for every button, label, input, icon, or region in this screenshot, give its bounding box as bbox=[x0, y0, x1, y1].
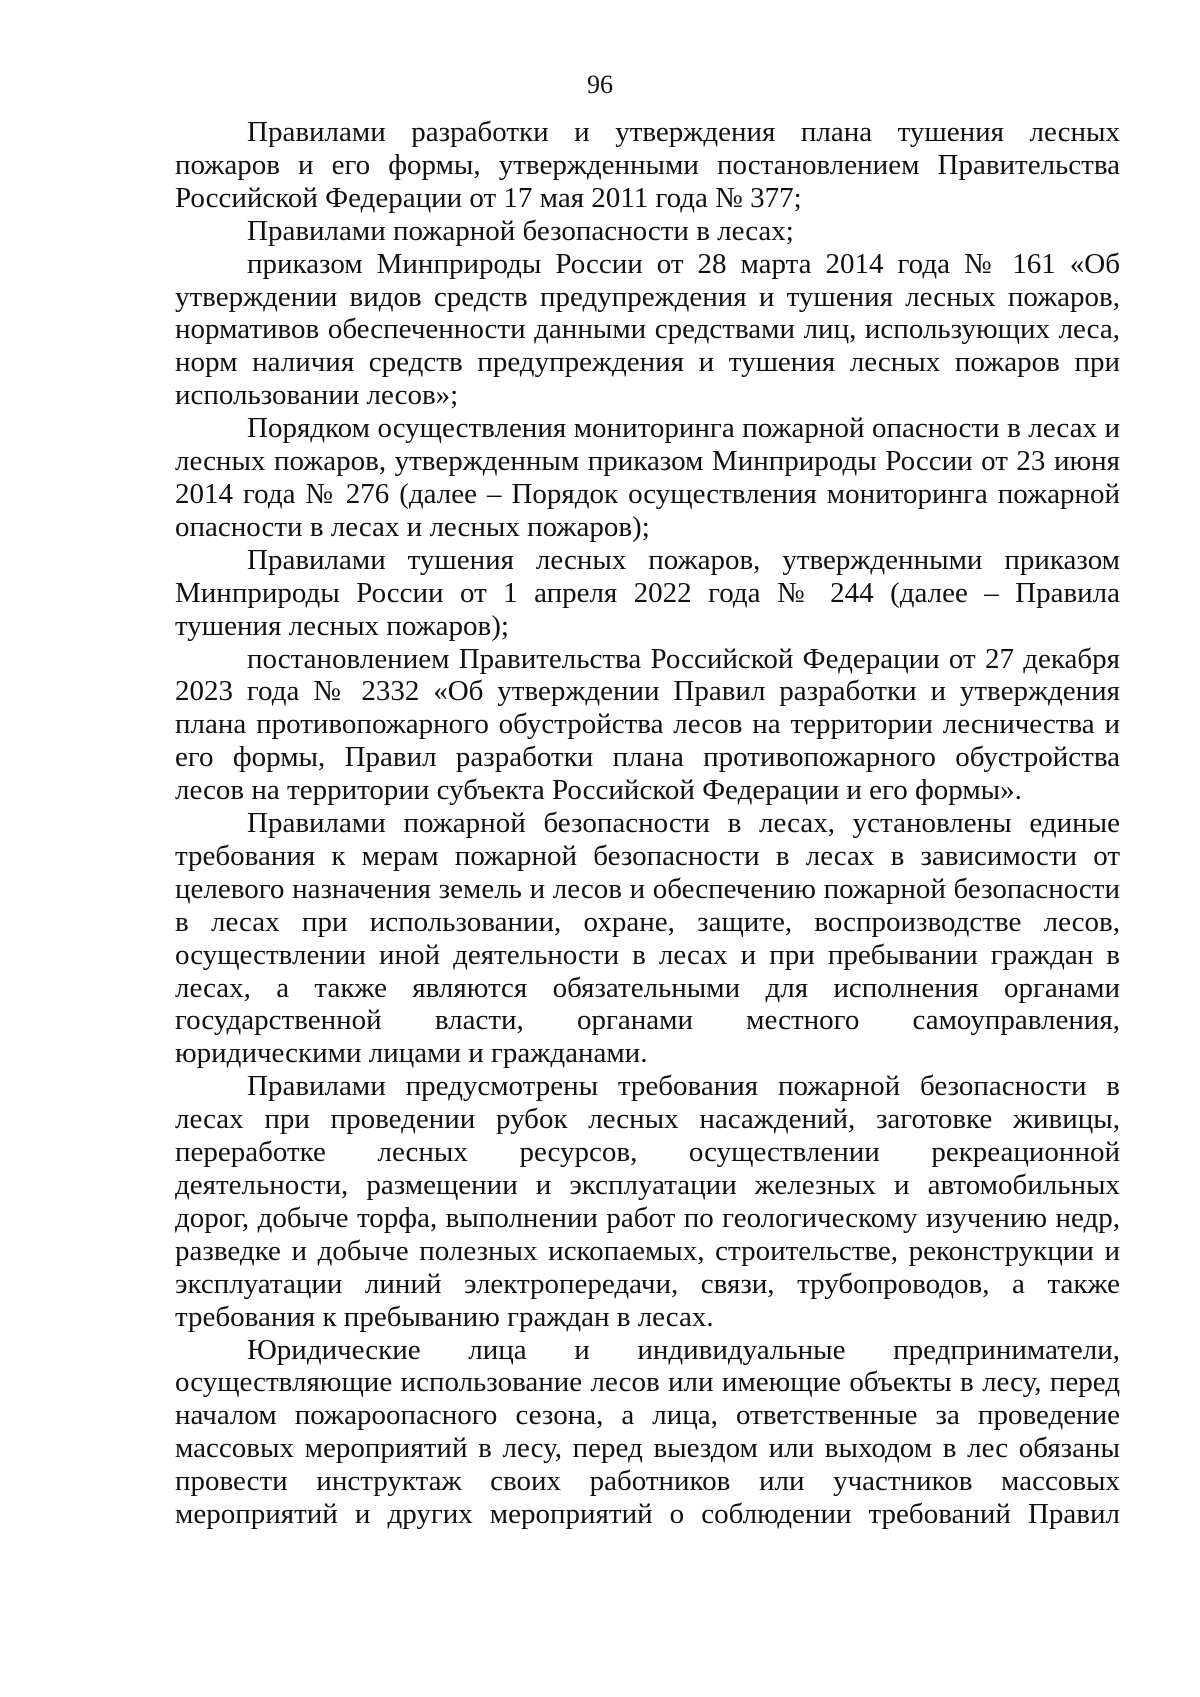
page-number: 96 bbox=[587, 70, 613, 99]
paragraph-resolution-2332: постановлением Правительства Российской Федерации от 27 декабря 2023 года № 2332 «Об утверждении Правил разработки и утверждения плана противопожарного обустройства лесов на территории лесничества и его формы, Правил разработки плана противопожарного обустройства лесов на территории субъекта Российской Федерации и его формы». bbox=[175, 642, 1120, 807]
paragraph-briefing-obligation: Юридические лица и индивидуальные предприниматели, осуществляющие использование лесов или имеющие объекты в лесу, перед началом пожароопасного сезона, а лица, ответственные за проведение массовых мероприятий в лесу, перед выездом или выходом в лес обязаны провести инструктаж своих работников или участников массовых мероприятий и других мероприятий о соблюдении требований Правил bbox=[175, 1333, 1120, 1531]
paragraph-order-161: приказом Минприроды России от 28 марта 2014 года № 161 «Об утверждении видов средств предупреждения и тушения лесных пожаров, нормативов обеспеченности данными средствами лиц, использующих леса, норм наличия средств предупреждения и тушения лесных пожаров при использовании лесов»; bbox=[175, 247, 1120, 412]
paragraph-plan-rules: Правилами разработки и утверждения плана тушения лесных пожаров и его формы, утвержденными постановлением Правительства Российской Федерации от 17 мая 2011 года № 377; bbox=[175, 116, 1120, 214]
paragraph-monitoring-procedure: Порядком осуществления мониторинга пожарной опасности в лесах и лесных пожаров, утвержденным приказом Минприроды России от 23 июня 2014 года № 276 (далее – Порядок осуществления мониторинга пожарной опасности в лесах и лесных пожаров); bbox=[175, 412, 1120, 543]
paragraph-provided-requirements: Правилами предусмотрены требования пожарной безопасности в лесах при проведении рубок лесных насаждений, заготовке живицы, переработке лесных ресурсов, осуществлении рекреационной деятельности, размещении и эксплуатации железных и автомобильных дорог, добыче торфа, выполнении работ по геологическому изучению недр, разведке и добыче полезных ископаемых, строительстве, реконструкции и эксплуатации линий электропередачи, связи, трубопроводов, а также требования к пребыванию граждан в лесах. bbox=[175, 1070, 1120, 1333]
document-body bbox=[175, 116, 1120, 1531]
paragraph-extinguishing-rules: Правилами тушения лесных пожаров, утвержденными приказом Минприроды России от 1 апреля 2022 года № 244 (далее – Правила тушения лесных пожаров); bbox=[175, 543, 1120, 642]
paragraph-uniform-requirements: Правилами пожарной безопасности в лесах, установлены единые требования к мерам пожарной безопасности в лесах в зависимости от целевого назначения земель и лесов и обеспечению пожарной безопасности в лесах при использовании, охране, защите, воспроизводстве лесов, осуществлении иной деятельности в лесах и при пребывании граждан в лесах, а также являются обязательными для исполнения органами государственной власти, органами местного самоуправления, юридическими лицами и гражданами. bbox=[175, 807, 1120, 1070]
paragraph-fire-safety-rules: Правилами пожарной безопасности в лесах; bbox=[247, 214, 794, 247]
